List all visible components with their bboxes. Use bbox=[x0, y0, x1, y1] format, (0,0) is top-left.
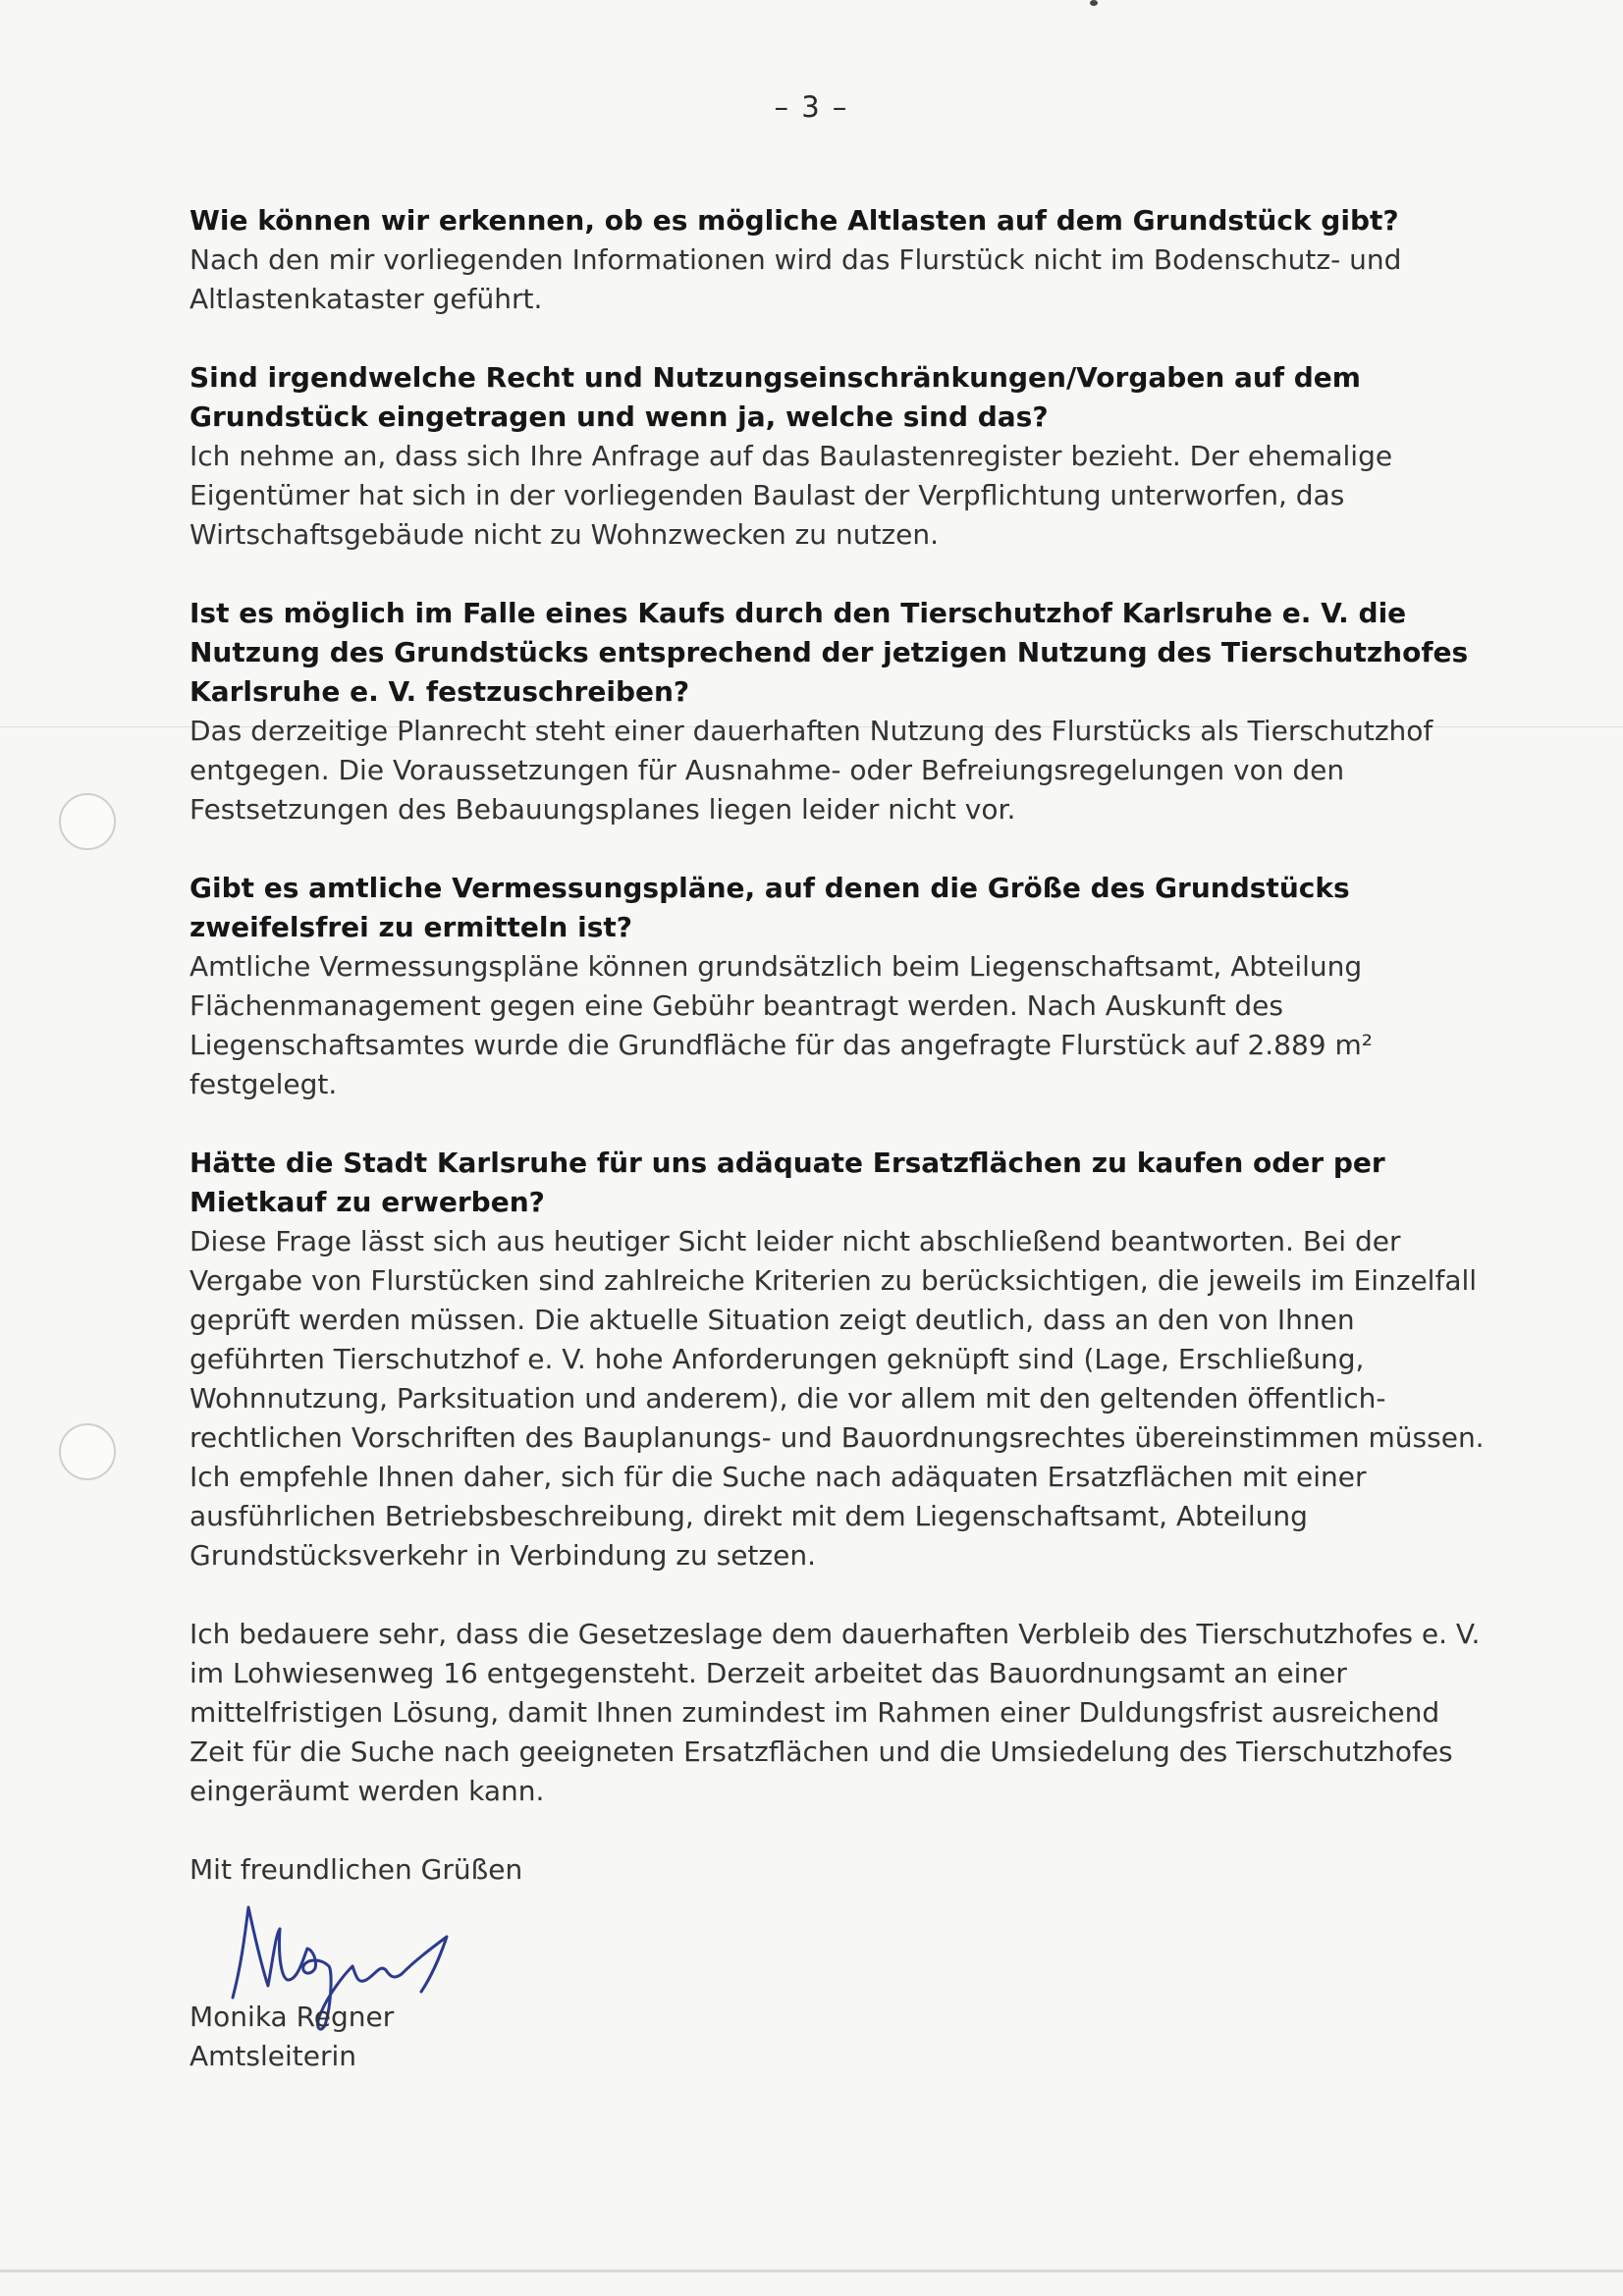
greeting: Mit freundlichen Grüßen bbox=[189, 1853, 523, 1886]
page-bottom-edge bbox=[0, 2269, 1623, 2272]
answer-paragraph: Amtliche Vermessungspläne können grundsätzlich beim Liegenschaftsamt, Abteilung Flächenmanagement gegen eine Gebühr beantragt werden. Nach Auskunft des Liegenschaftsamtes wurde die Grundfläche für das angefragte Flurstück auf 2.889 m² festgelegt. bbox=[189, 950, 1374, 1100]
page-number: – 3 – bbox=[774, 90, 849, 124]
scan-speck bbox=[1090, 0, 1098, 6]
question-heading: Hätte die Stadt Karlsruhe für uns adäquate Ersatzflächen zu kaufen oder per Mietkauf zu erwerben? bbox=[189, 1147, 1385, 1218]
punch-hole-top bbox=[59, 793, 116, 850]
question-heading: Wie können wir erkennen, ob es mögliche Altlasten auf dem Grundstück gibt? bbox=[189, 204, 1399, 237]
qa-section-festschreibung bbox=[189, 594, 1495, 829]
qa-section-altlasten bbox=[189, 201, 1495, 319]
closing-paragraph: Ich bedauere sehr, dass die Gesetzeslage dem dauerhaften Verbleib des Tierschutzhofes e. V. im Lohwiesenweg 16 entgegensteht. Derzeit arbeitet das Bauordnungsamt an einer mittelfristigen Lösung, damit Ihnen zumindest im Rahmen einer Duldungsfrist ausreichend Zeit für die Suche nach geeigneten Ersatzflächen und die Umsiedelung des Tierschutzhofes eingeräumt werden kann. bbox=[189, 1618, 1481, 1807]
answer-paragraph: Das derzeitige Planrecht steht einer dauerhaften Nutzung des Flurstücks als Tierschutzhof entgegen. Die Voraussetzungen für Ausnahme- oder Befreiungsregelungen von den Festsetzungen des Bebauungsplanes liegen leider nicht vor. bbox=[189, 715, 1434, 826]
letter-body bbox=[189, 201, 1495, 2072]
signer-name: Monika Regner bbox=[189, 2001, 395, 2033]
qa-section-nutzungseinschraenkungen bbox=[189, 358, 1495, 555]
answer-paragraph: Ich nehme an, dass sich Ihre Anfrage auf das Baulastenregister bezieht. Der ehemalige Eigentümer hat sich in der vorliegenden Baulast der Verpflichtung unterworfen, das Wirtschaftsgebäude nicht zu Wohnzwecken zu nutzen. bbox=[189, 440, 1393, 551]
question-heading: Ist es möglich im Falle eines Kaufs durch den Tierschutzhof Karlsruhe e. V. die Nutzung des Grundstücks entsprechend der jetzigen Nutzung des Tierschutzhofes Karlsruhe e. V. festzuschreiben? bbox=[189, 597, 1469, 708]
punch-hole-bottom bbox=[59, 1423, 116, 1480]
qa-section-vermessungsplaene bbox=[189, 869, 1495, 1104]
qa-section-ersatzflaechen bbox=[189, 1144, 1495, 1575]
signature-block bbox=[189, 1890, 1495, 2072]
answer-paragraph: Nach den mir vorliegenden Informationen wird das Flurstück nicht im Bodenschutz- und Altlastenkataster geführt. bbox=[189, 243, 1402, 315]
question-heading: Gibt es amtliche Vermessungspläne, auf denen die Größe des Grundstücks zweifelsfrei zu ermitteln ist? bbox=[189, 872, 1350, 943]
signer-title: Amtsleiterin bbox=[189, 2040, 357, 2072]
answer-paragraph: Diese Frage lässt sich aus heutiger Sicht leider nicht abschließend beantworten. Bei der Vergabe von Flurstücken sind zahlreiche Kriterien zu berücksichtigen, die jeweils im Einzelfall geprüft werden müssen. Die aktuelle Situation zeigt deutlich, dass an den von Ihnen geführten Tierschutzhof e. V. hohe Anforderungen geknüpft sind (Lage, Erschließung, Wohnnutzung, Parksituation und anderem), die vor allem mit den geltenden öffentlich-rechtlichen Vorschriften des Bauplanungs- und Bauordnungsrechtes übereinstimmen müssen. Ich empfehle Ihnen daher, sich für die Suche nach adäquaten Ersatzflächen mit einer ausführlichen Betriebsbeschreibung, direkt mit dem Liegenschaftsamt, Abteilung Grundstücksverkehr in Verbindung zu setzen. bbox=[189, 1225, 1485, 1572]
question-heading: Sind irgendwelche Recht und Nutzungseinschränkungen/Vorgaben auf dem Grundstück eingetragen und wenn ja, welche sind das? bbox=[189, 361, 1361, 433]
